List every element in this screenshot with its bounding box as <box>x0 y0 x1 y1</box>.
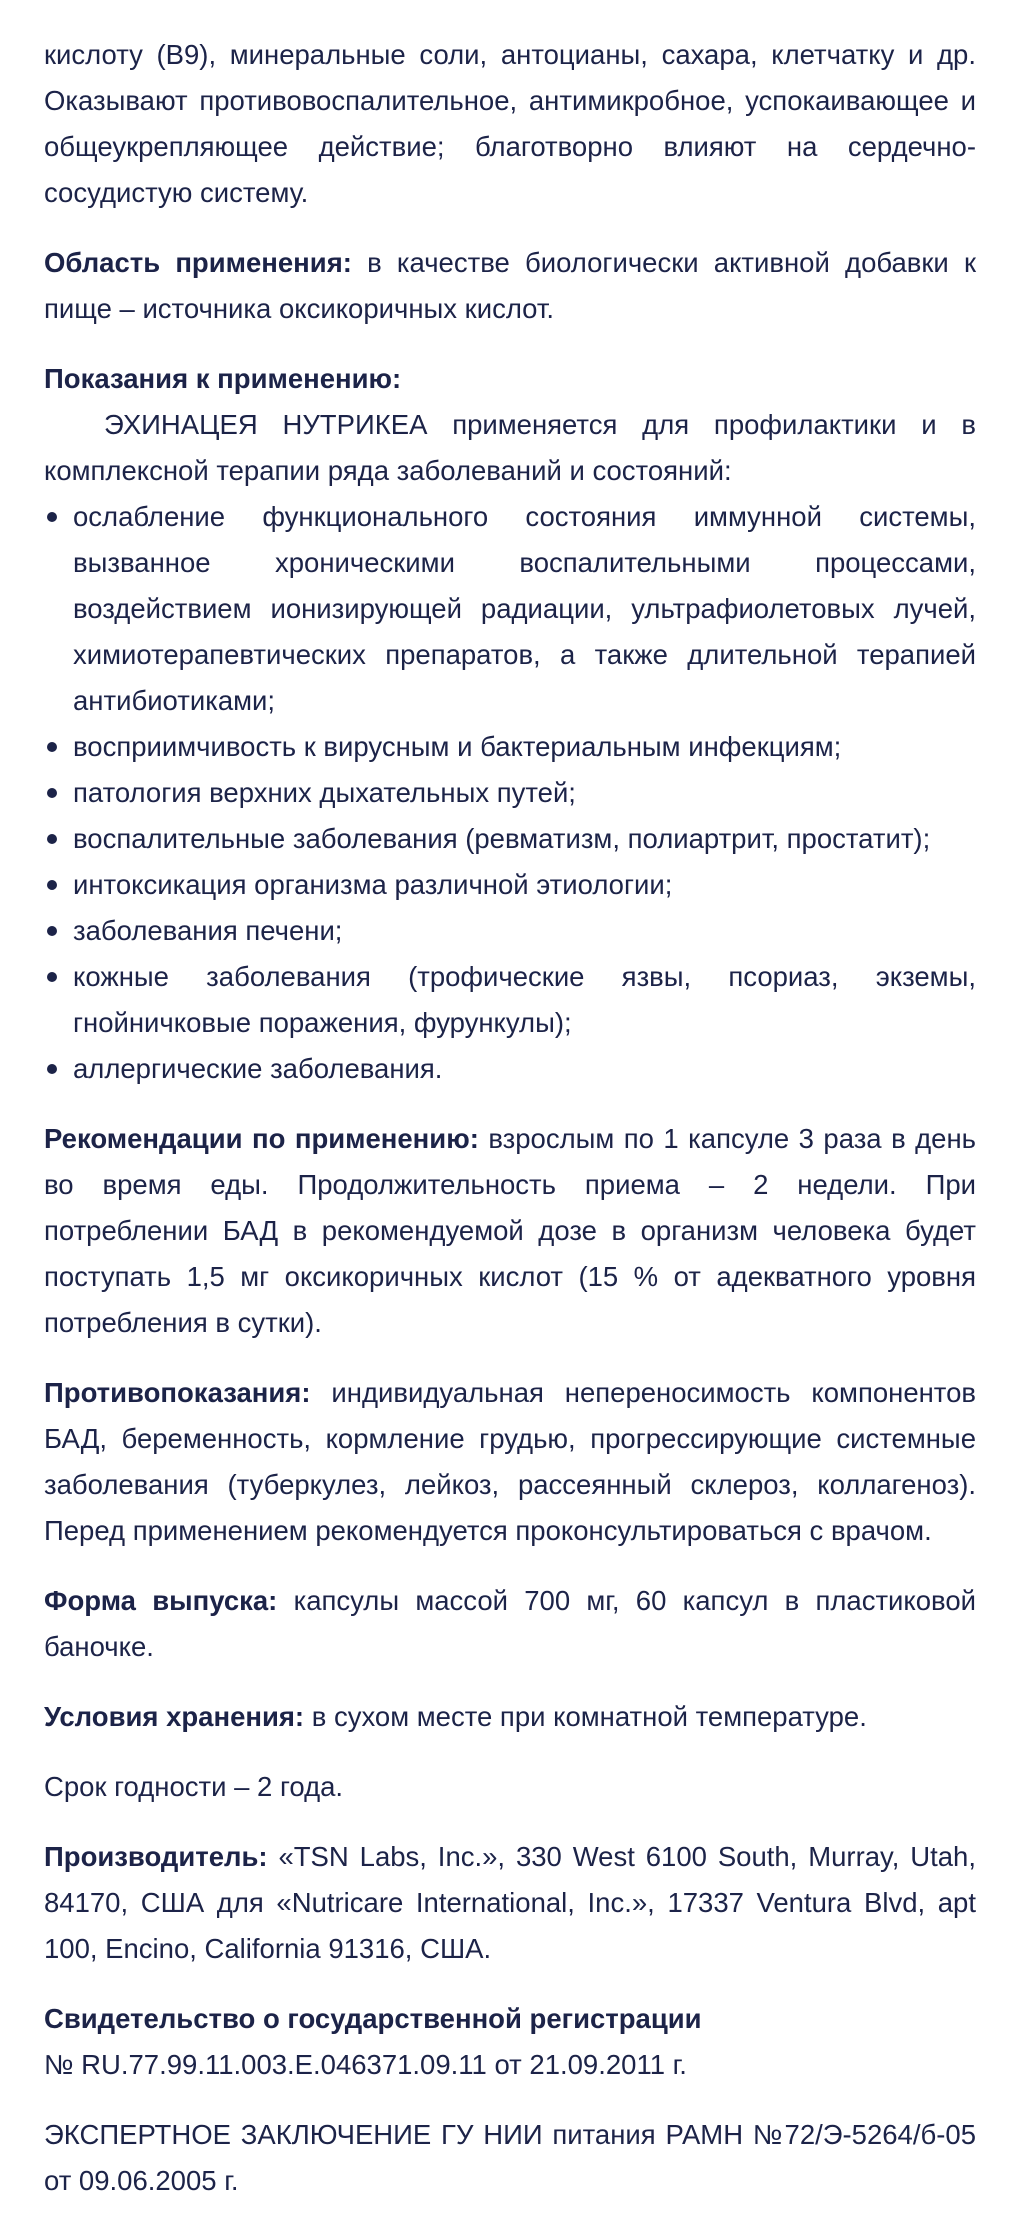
expert-conclusion: ЭКСПЕРТНОЕ ЗАКЛЮЧЕНИЕ ГУ НИИ питания РАМН №72/Э-5264/б-05 от 09.06.2005 г. <box>44 2119 976 2196</box>
indications-heading: Показания к применению: <box>44 363 402 394</box>
scope-label: Область применения: <box>44 247 352 278</box>
recommendations-label: Рекомендации по применению: <box>44 1123 479 1154</box>
registration-heading: Свидетельство о государственной регистрации <box>44 2003 702 2034</box>
storage-section <box>44 1694 976 1740</box>
list-item: восприимчивость к вирусным и бактериальным инфекциям; <box>73 724 976 770</box>
contraindications-text: индивидуальная непереносимость компонентов БАД, беременность, кормление грудью, прогрессирующие системные заболевания (туберкулез, лейкоз, рассеянный склероз, коллагеноз). Перед применением рекомендуется проконсультироваться с врачом. <box>44 1377 976 1546</box>
list-item: аллергические заболевания. <box>73 1046 976 1092</box>
storage-label: Условия хранения: <box>44 1701 305 1732</box>
scope-section <box>44 240 976 332</box>
form-section <box>44 1578 976 1670</box>
list-item: патология верхних дыхательных путей; <box>73 770 976 816</box>
indications-intro: ЭХИНАЦЕЯ НУТРИКЕА применяется для профилактики и в комплексной терапии ряда заболеваний и состояний: <box>44 409 976 486</box>
contraindications-section <box>44 1370 976 1554</box>
scope-text: в качестве биологически активной добавки к пище – источника оксикоричных кислот. <box>44 247 977 324</box>
leaflet-page <box>44 32 976 2204</box>
contraindications-label: Противопоказания: <box>44 1377 311 1408</box>
shelf-life: Срок годности – 2 года. <box>44 1771 344 1802</box>
manufacturer-section <box>44 1834 976 1972</box>
manufacturer-label: Производитель: <box>44 1841 268 1872</box>
list-item: заболевания печени; <box>73 908 976 954</box>
form-text: капсулы массой 700 мг, 60 капсул в пластиковой баночке. <box>44 1585 976 1662</box>
list-item: воспалительные заболевания (ревматизм, полиартрит, простатит); <box>73 816 976 862</box>
list-item: кожные заболевания (трофические язвы, псориаз, экземы, гнойничковые поражения, фурункулы); <box>73 954 976 1046</box>
intro-paragraph: кислоту (В9), минеральные соли, антоцианы, сахара, клетчатку и др. Оказывают противовоспалительное, антимикробное, успокаивающее и общеукрепляющее действие; благотворно влияют на сердечно-сосудистую систему. <box>44 39 976 208</box>
manufacturer-text: «TSN Labs, Inc.», 330 West 6100 South, Murray, Utah, 84170, США для «Nutricare International, Inc.», 17337 Ventura Blvd, apt 100, Encino, California 91316, США. <box>44 1841 976 1964</box>
form-label: Форма выпуска: <box>44 1585 278 1616</box>
list-item: ослабление функционального состояния иммунной системы, вызванное хроническими воспалительными процессами, воздействием ионизирующей радиации, ультрафиолетовых лучей, химиотерапевтических препаратов, а также длительной терапией антибиотиками; <box>73 494 976 724</box>
recommendations-section <box>44 1116 976 1346</box>
recommendations-text: взрослым по 1 капсуле 3 раза в день во время еды. Продолжительность приема – 2 недели. При потреблении БАД в рекомендуемой дозе в организм человека будет поступать 1,5 мг оксикоричных кислот (15 % от адекватного уровня потребления в сутки). <box>44 1123 976 1338</box>
list-item: интоксикация организма различной этиологии; <box>73 862 976 908</box>
indications-list <box>44 494 976 1092</box>
storage-text: в сухом месте при комнатной температуре. <box>304 1701 867 1732</box>
registration-number: № RU.77.99.11.003.Е.046371.09.11 от 21.09.2011 г. <box>44 2049 687 2080</box>
